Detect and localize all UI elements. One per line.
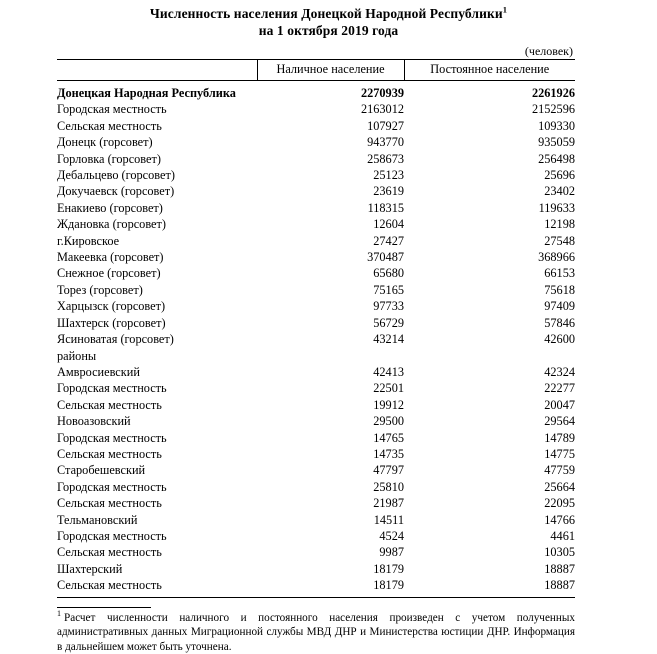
footnote-paragraph bbox=[57, 608, 575, 654]
row-label: Сельская местность bbox=[57, 446, 162, 461]
cell-present-population: 370487 bbox=[367, 250, 404, 265]
cell-permanent-population: 10305 bbox=[544, 545, 575, 560]
cell-permanent-population: 256498 bbox=[538, 151, 575, 166]
cell-permanent-population: 368966 bbox=[538, 250, 575, 265]
cell-present-population: 2163012 bbox=[360, 102, 404, 117]
cell-present-population: 23619 bbox=[373, 184, 404, 199]
row-label: Докучаевск (горсовет) bbox=[57, 184, 175, 199]
cell-permanent-population: 109330 bbox=[538, 118, 575, 133]
row-label: Ясиноватая (горсовет) bbox=[57, 332, 174, 347]
table-header-row bbox=[57, 60, 575, 81]
cell-present-population: 4524 bbox=[379, 528, 404, 543]
cell-present-population: 943770 bbox=[367, 135, 404, 150]
table-row bbox=[57, 413, 575, 429]
table-row bbox=[57, 348, 575, 364]
table-row bbox=[57, 479, 575, 495]
cell-present-population: 14511 bbox=[373, 512, 404, 527]
cell-permanent-population: 14789 bbox=[544, 430, 575, 445]
cell-present-population: 107927 bbox=[367, 118, 404, 133]
cell-present-population: 29500 bbox=[373, 414, 404, 429]
cell-permanent-population: 29564 bbox=[544, 414, 575, 429]
table-row bbox=[57, 577, 575, 593]
cell-present-population: 2270939 bbox=[360, 86, 404, 100]
table-body bbox=[57, 81, 575, 594]
cell-present-population: 21987 bbox=[373, 496, 404, 511]
cell-permanent-population: 66153 bbox=[544, 266, 575, 281]
row-label: Городская местность bbox=[57, 528, 167, 543]
cell-present-population: 18179 bbox=[373, 561, 404, 576]
cell-permanent-population: 4461 bbox=[550, 528, 575, 543]
table-row bbox=[57, 397, 575, 413]
table-row bbox=[57, 462, 575, 478]
cell-permanent-population: 47759 bbox=[544, 463, 575, 478]
cell-present-population: 27427 bbox=[373, 233, 404, 248]
table-row bbox=[57, 512, 575, 528]
column-header-territory bbox=[57, 60, 257, 81]
row-label: районы bbox=[57, 348, 97, 363]
row-label: Торез (горсовет) bbox=[57, 282, 143, 297]
row-label: Новоазовский bbox=[57, 414, 131, 429]
population-table bbox=[57, 59, 575, 594]
page-title-line-2: на 1 октября 2019 года bbox=[258, 23, 399, 38]
table-row bbox=[57, 282, 575, 298]
cell-present-population: 75165 bbox=[373, 282, 404, 297]
cell-present-population: 47797 bbox=[373, 463, 404, 478]
table-row bbox=[57, 265, 575, 281]
table-row bbox=[57, 249, 575, 265]
row-label: Городская местность bbox=[57, 381, 167, 396]
row-label: Тельмановский bbox=[57, 512, 138, 527]
cell-present-population: 42413 bbox=[373, 364, 404, 379]
row-label: г.Кировское bbox=[57, 233, 120, 248]
row-label: Сельская местность bbox=[57, 118, 162, 133]
units-caption: (человек) bbox=[524, 44, 573, 58]
table-row bbox=[57, 81, 575, 102]
cell-permanent-population: 22095 bbox=[544, 496, 575, 511]
cell-present-population: 19912 bbox=[373, 397, 404, 412]
table-row bbox=[57, 216, 575, 232]
cell-permanent-population: 18887 bbox=[544, 561, 575, 576]
row-label: Амвросиевский bbox=[57, 364, 140, 379]
table-row bbox=[57, 101, 575, 117]
cell-present-population: 12604 bbox=[373, 217, 404, 232]
cell-permanent-population: 23402 bbox=[544, 184, 575, 199]
page-title-text: Численность населения Донецкой Народной Республики bbox=[149, 6, 503, 21]
table-head bbox=[57, 60, 575, 81]
table-row bbox=[57, 561, 575, 577]
row-label: Городская местность bbox=[57, 479, 167, 494]
page-title-line-1 bbox=[0, 5, 657, 22]
cell-permanent-population: 935059 bbox=[538, 135, 575, 150]
row-label: Снежное (горсовет) bbox=[57, 266, 161, 281]
cell-present-population: 258673 bbox=[367, 151, 404, 166]
row-label: Сельская местность bbox=[57, 545, 162, 560]
cell-permanent-population: 25664 bbox=[544, 479, 575, 494]
cell-permanent-population: 18887 bbox=[544, 578, 575, 593]
row-label: Шахтерский bbox=[57, 561, 123, 576]
cell-permanent-population bbox=[404, 348, 575, 364]
document-title-block bbox=[0, 0, 657, 39]
cell-permanent-population: 42600 bbox=[544, 332, 575, 347]
cell-permanent-population: 25696 bbox=[544, 168, 575, 183]
cell-present-population: 43214 bbox=[373, 332, 404, 347]
table-row bbox=[57, 544, 575, 560]
row-label: Старобешевский bbox=[57, 463, 146, 478]
column-header-permanent-population: Постоянное население bbox=[404, 60, 575, 81]
table-row bbox=[57, 495, 575, 511]
title-footnote-marker: 1 bbox=[502, 4, 508, 15]
row-label: Горловка (горсовет) bbox=[57, 151, 161, 166]
cell-permanent-population: 14766 bbox=[544, 512, 575, 527]
cell-permanent-population: 57846 bbox=[544, 315, 575, 330]
table-row bbox=[57, 233, 575, 249]
footnote-marker: 1 bbox=[57, 608, 61, 618]
row-label: Сельская местность bbox=[57, 496, 162, 511]
cell-permanent-population: 2152596 bbox=[531, 102, 575, 117]
cell-present-population: 25810 bbox=[373, 479, 404, 494]
cell-permanent-population: 42324 bbox=[544, 364, 575, 379]
table-row bbox=[57, 315, 575, 331]
row-label: Городская местность bbox=[57, 102, 167, 117]
row-label: Сельская местность bbox=[57, 397, 162, 412]
row-label: Донецкая Народная Республика bbox=[57, 86, 236, 100]
column-header-present-population: Наличное население bbox=[257, 60, 404, 81]
cell-present-population: 97733 bbox=[373, 299, 404, 314]
table-row bbox=[57, 167, 575, 183]
cell-present-population: 65680 bbox=[373, 266, 404, 281]
table-bottom-rule bbox=[57, 597, 575, 598]
cell-permanent-population: 22277 bbox=[544, 381, 575, 396]
row-label: Сельская местность bbox=[57, 578, 162, 593]
footnote-block bbox=[0, 607, 657, 654]
table-row bbox=[57, 134, 575, 150]
footnote-text: Расчет численности наличного и постоянного населения произведен с учетом полученных административных данных Миграционной службы МВД ДНР и Министерства юстиции ДНР. Информация в дальнейшем может быть уточнена. bbox=[57, 611, 575, 653]
population-table-wrapper bbox=[0, 59, 657, 598]
cell-present-population: 14765 bbox=[373, 430, 404, 445]
cell-present-population: 118315 bbox=[367, 200, 404, 215]
table-row bbox=[57, 118, 575, 134]
table-row bbox=[57, 380, 575, 396]
row-label: Дебальцево (горсовет) bbox=[57, 168, 175, 183]
table-row bbox=[57, 183, 575, 199]
cell-permanent-population: 20047 bbox=[544, 397, 575, 412]
table-row bbox=[57, 364, 575, 380]
cell-permanent-population: 2261926 bbox=[531, 86, 575, 100]
row-label: Шахтерск (горсовет) bbox=[57, 315, 166, 330]
row-label: Енакиево (горсовет) bbox=[57, 200, 163, 215]
table-row bbox=[57, 151, 575, 167]
cell-permanent-population: 14775 bbox=[544, 446, 575, 461]
cell-permanent-population: 119633 bbox=[538, 200, 575, 215]
cell-present-population: 14735 bbox=[373, 446, 404, 461]
table-row bbox=[57, 430, 575, 446]
row-label: Городская местность bbox=[57, 430, 167, 445]
cell-present-population: 25123 bbox=[373, 168, 404, 183]
cell-present-population: 9987 bbox=[379, 545, 404, 560]
cell-permanent-population: 97409 bbox=[544, 299, 575, 314]
row-label: Ждановка (горсовет) bbox=[57, 217, 166, 232]
cell-present-population: 56729 bbox=[373, 315, 404, 330]
row-label: Харцызск (горсовет) bbox=[57, 299, 166, 314]
cell-permanent-population: 27548 bbox=[544, 233, 575, 248]
cell-present-population: 22501 bbox=[373, 381, 404, 396]
table-row bbox=[57, 331, 575, 347]
cell-permanent-population: 12198 bbox=[544, 217, 575, 232]
row-label: Макеевка (горсовет) bbox=[57, 250, 164, 265]
cell-permanent-population: 75618 bbox=[544, 282, 575, 297]
table-row bbox=[57, 200, 575, 216]
table-row bbox=[57, 298, 575, 314]
cell-present-population: 18179 bbox=[373, 578, 404, 593]
cell-present-population bbox=[257, 348, 404, 364]
table-row bbox=[57, 528, 575, 544]
footnote-separator-rule bbox=[57, 607, 151, 608]
table-row bbox=[57, 446, 575, 462]
row-label: Донецк (горсовет) bbox=[57, 135, 153, 150]
